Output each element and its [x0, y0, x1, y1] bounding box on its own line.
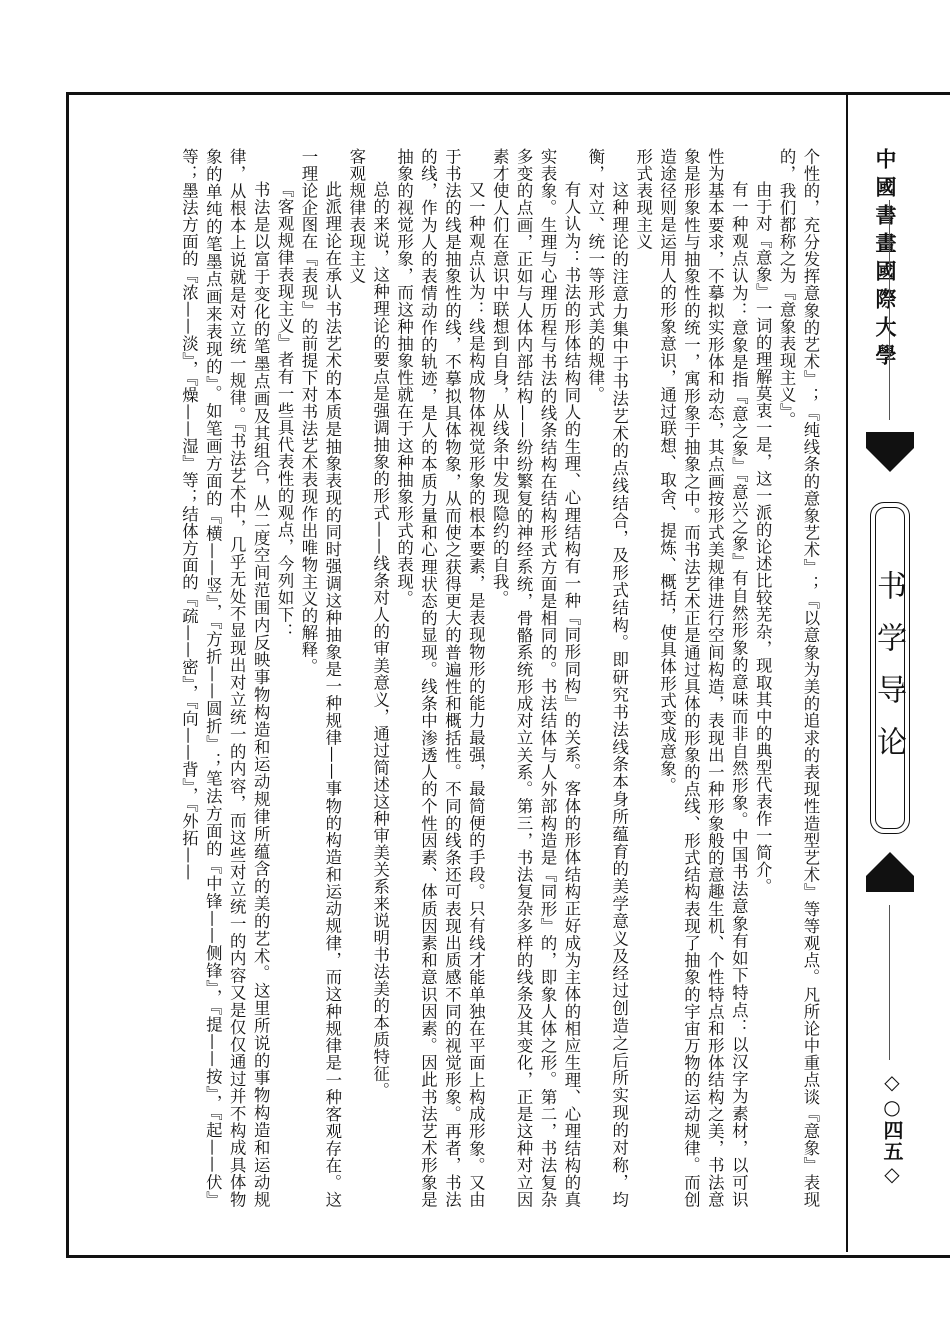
paragraph: 个性的，充分发挥意象的艺术』；『纯线条的意象艺术』；『以意象为美的追求的表现性造型艺术』等等观点。凡所论中重点谈『意象』表现的，我们都称之为『意象表现主义』。	[777, 148, 820, 1208]
paragraph: 这种理论的注意力集中于书法艺术的点线结合，及形式结构。即研究书法线条本身所蕴育的美学意义及经过创造之后所实现的对称，均衡，对立、统一等形式美的规律。	[585, 148, 629, 1208]
body-text	[100, 148, 822, 1208]
paragraph: 由于对『意象』一词的理解莫衷一是，这一派的论述比较芜杂，现取其中的典型代表作一简介。	[753, 180, 773, 895]
book-title-cartouche	[866, 432, 914, 892]
paragraph: 总的来说，这种理论的要点是强调抽象的形式——线条对人的审美意义，通过简述这种审美关系来说明书法美的本质特征。	[370, 180, 390, 1099]
page-number: ◇○四五◇	[880, 1070, 904, 1187]
cartouche-bottom-chevron	[866, 850, 914, 880]
cartouche-top-bar	[866, 432, 914, 444]
section-heading: 形式表现主义	[633, 148, 653, 250]
side-rule-upper	[889, 200, 890, 420]
paragraph: 『客观规律表现主义』者有一些具代表性的观点，今列如下：	[275, 180, 295, 640]
university-header: 中國書畫國際大學	[873, 148, 898, 372]
paragraph: 书法是以富于变化的笔墨点画及其组合，从二度空间范围内反映事物构造和运动规律所蕴含的美的艺术。这里所说的事物构造和运动规律，从根本上说就是对立统一规律。『书法艺术中，几乎无处不显现出对立统一的内容，而这些对立统一的内容又是仅仅通过并不构成具体物象的单纯的笔墨点画来表现的』。如笔画方面的『横——竖』，『方折——圆折』；笔法方面的『中锋——侧锋』，『提——按』，『起——伏』等；墨法方面的『浓——淡』，『燥——湿』等；结体方面的『疏——密』，『向——背』，『外拓——	[179, 148, 271, 1208]
cartouche-bottom-bar	[866, 880, 914, 892]
paragraph: 此派理论在承认书法艺术的本质是抽象表现的同时强调这种抽象是一种规律——事物的构造和运动规律，而这种规律是一种客观存在。这一理论企图在『表现』的前提下对书法艺术表现作出唯物主义的解释。	[298, 148, 342, 1208]
side-rule-lower	[889, 905, 890, 1060]
paragraph: 又一种观点认为：线是构成物体视觉形象的根本要素，是表现物形的能力最强，最简便的手段。只有线才能单独在平面上构成形象。又由于书法的线是抽象性的线，不摹拟具体物象，从而使之获得更大的普遍性和概括性。不同的线条还可表现出质感不同的视觉形象。再者，书法的线，作为人的表情动作的轨迹，是人的本质力量和心理状态的显现。线条中渗透人的个性因素、体质因素和意识因素。因此书法艺术形象是抽象的视觉形象，而这种抽象性就在于这种抽象形式的表现。	[394, 148, 486, 1208]
cartouche-top-chevron	[866, 444, 914, 474]
book-title: 书学导论	[871, 570, 906, 778]
paragraph: 有一种观点认为：意象是指『意之象』『意兴之象』有自然形象的意味而非自然形象。中国书法意象有如下特点：以汉字为素材，以可识性为基本要求，不摹拟实形体和动态，其点画按形式美规律进行空间构造，表现出一种形象般的意趣生机、个性特点和形体结构之美，书法意象是形象性与抽象性的统一，寓形象于抽象之中。而书法艺术正是通过具体的形象的点线、形式结构表现了抽象的宇宙万物的运动规律。而创造途径则是运用人的形象意识，通过联想、取舍、提炼、概括，使具体形式变成意象。	[657, 148, 749, 1208]
section-heading: 客观规律表现主义	[346, 148, 366, 284]
margin-divider	[846, 92, 848, 1252]
paragraph: 有人认为：书法的形体结构同人的生理、心理结构有一种『同形同构』的关系。客体的形体结构正好成为主体的相应生理、心理结构的真实表象。生理与心理历程与书法的线条结构在结构形式方面是相同的。书法结体与人外部构造是『同形』的，即象人体之形。第二，书法复杂多变的点画，正如与人体内部结构——纷纷繁复的神经系统，骨骼系统形成对立关系。第三，书法复杂多样的线条及其变化，正是这种对立因素才使人们在意识中联想到自身，从线条中发现隐约的自我。	[490, 148, 581, 1208]
